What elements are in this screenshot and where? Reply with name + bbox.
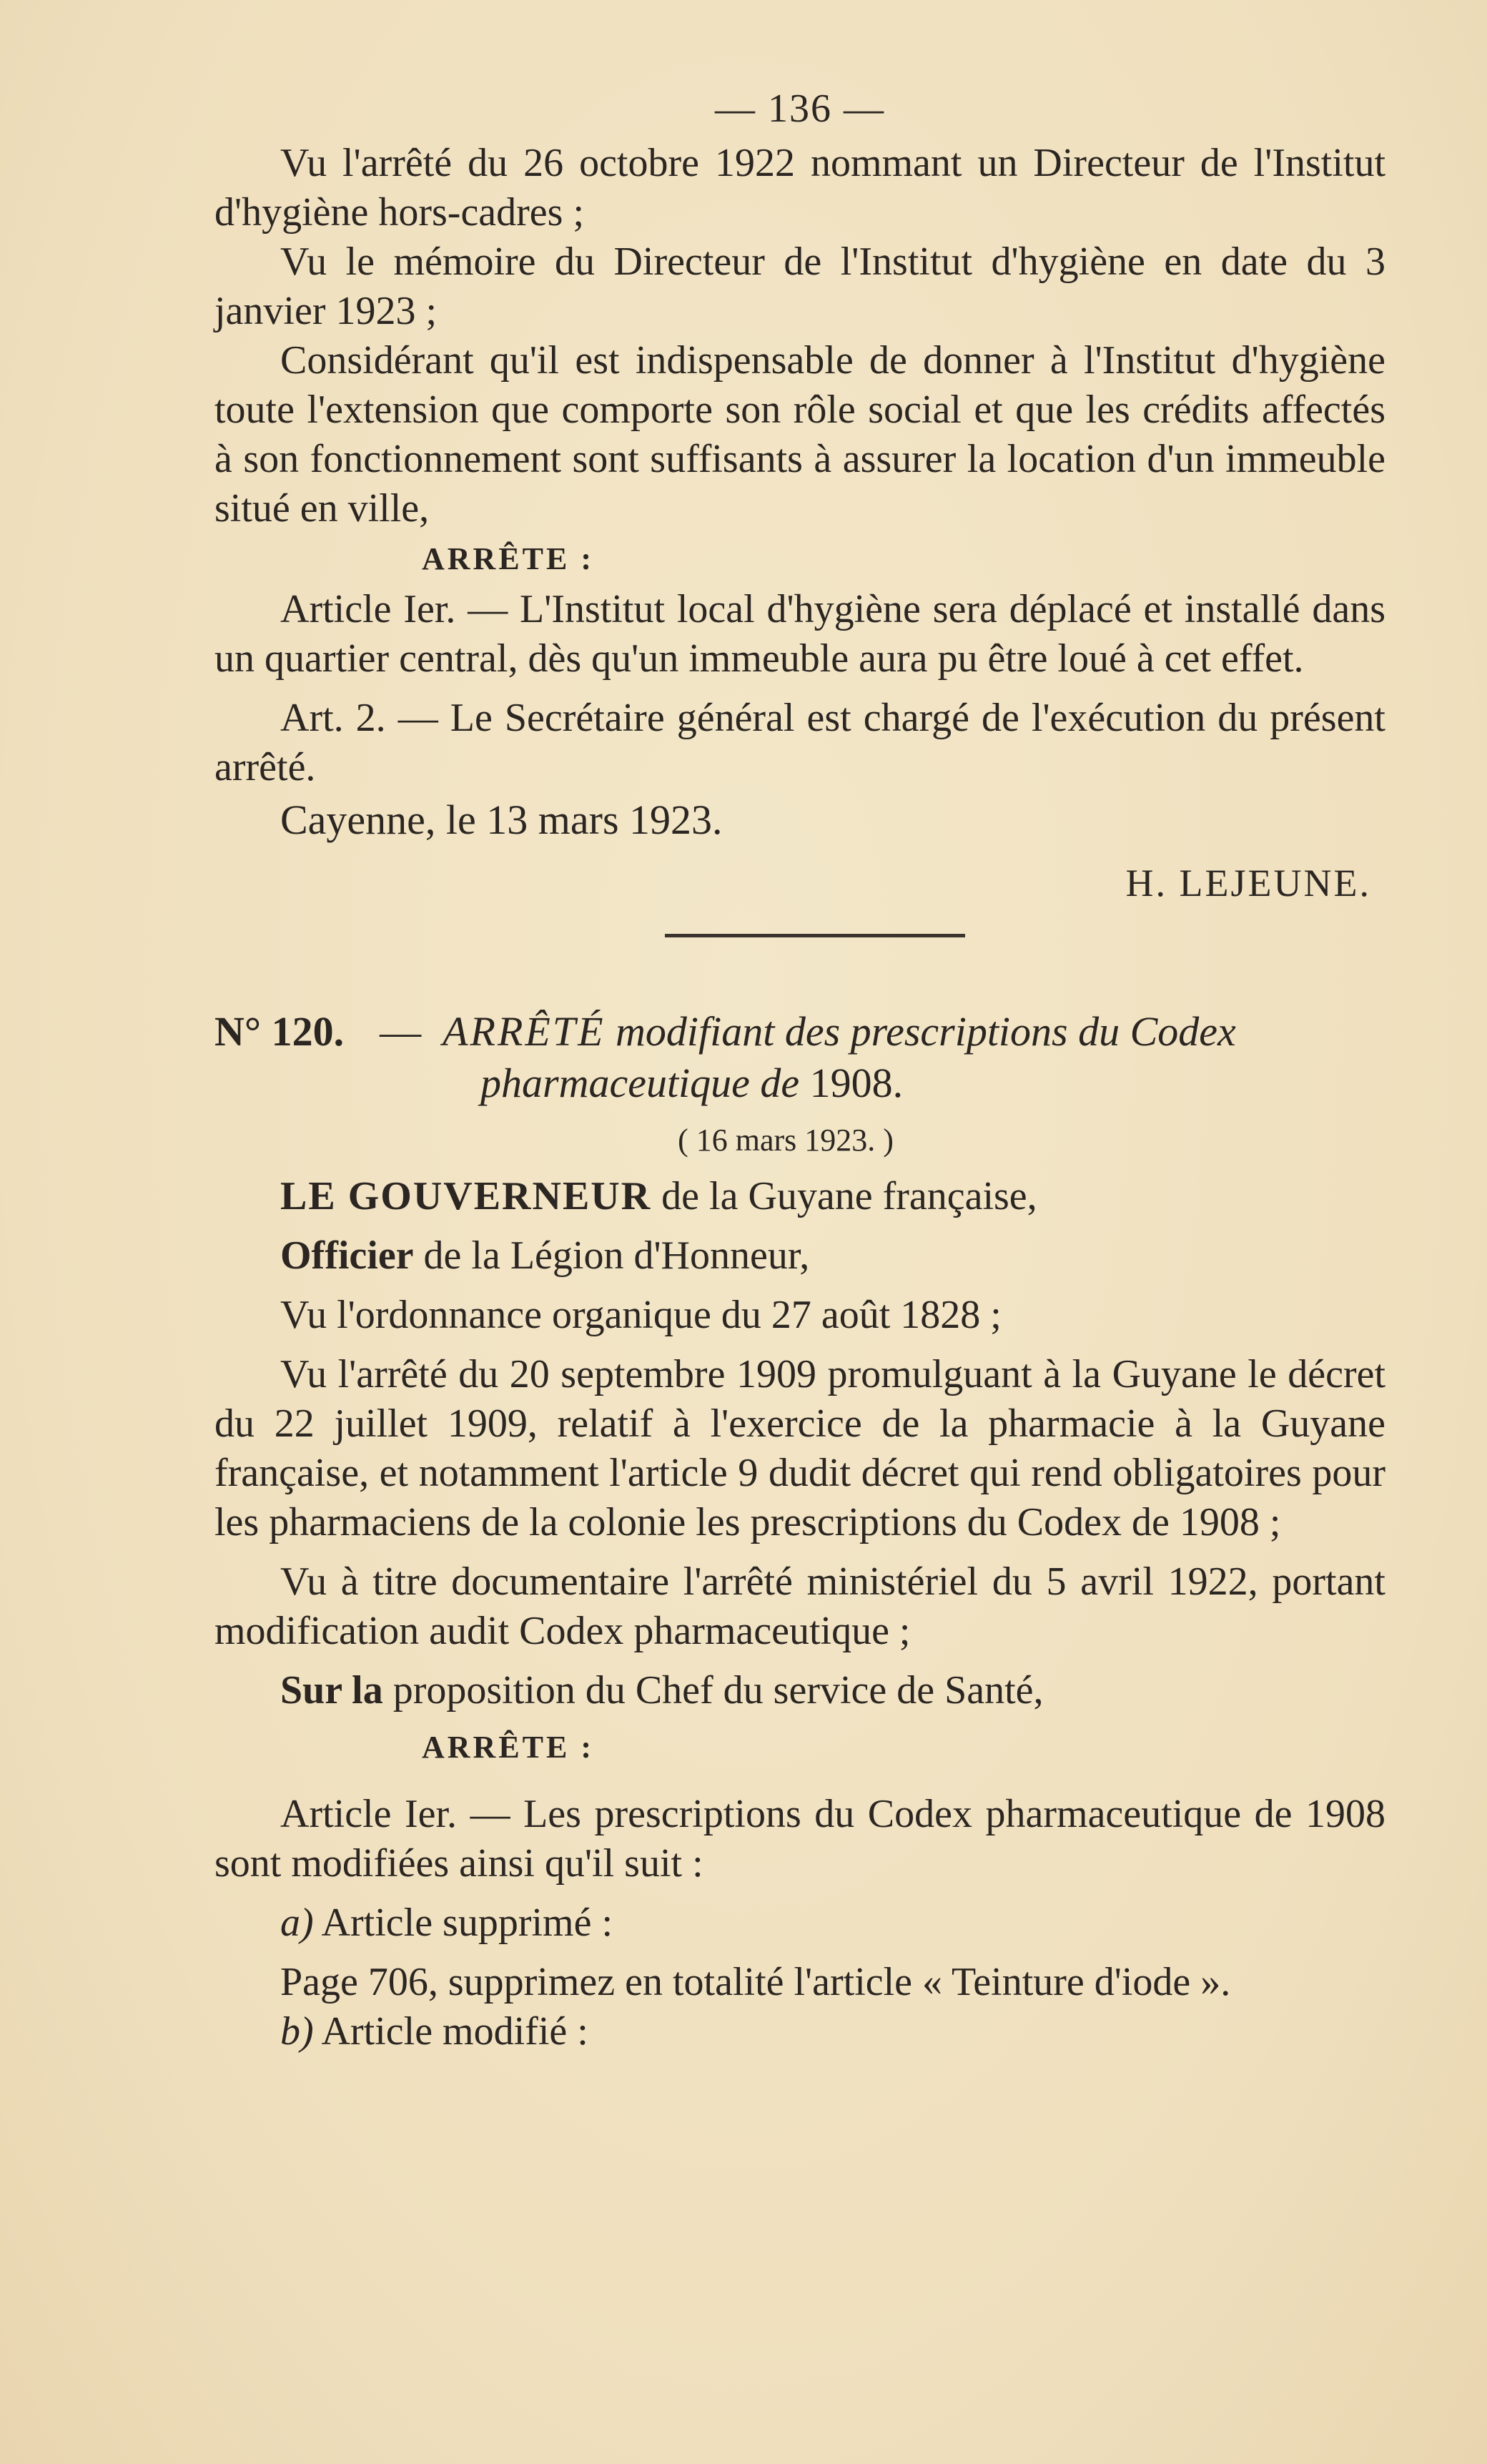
decree-title-year: 1908. bbox=[809, 1060, 904, 1106]
arrete-heading-2: ARRÊTE : bbox=[422, 1730, 595, 1765]
page-line: Page 706, supprimez en totalité l'article « Teinture d'iode ». bbox=[280, 1960, 1231, 2004]
sur-la-word: Sur la bbox=[280, 1668, 383, 1713]
decree-title-line-2 bbox=[214, 1058, 1385, 1109]
paragraph-vu-memoire: Vu le mémoire du Directeur de l'Institut d'hygiène en date du 3 janvier 1923 ; bbox=[214, 240, 1385, 333]
proposition-rest: proposition du Chef du service de Santé, bbox=[392, 1668, 1044, 1713]
arrete-word: ARRÊTÉ bbox=[443, 1008, 606, 1055]
paragraph-proposition bbox=[214, 1666, 1385, 1715]
item-b-text: Article modifié : bbox=[321, 2009, 588, 2054]
separator-rule bbox=[665, 934, 965, 937]
decree-title-line-1 bbox=[214, 1006, 1385, 1058]
item-a bbox=[214, 1898, 1385, 1948]
decree-date: ( 16 mars 1923. ) bbox=[678, 1123, 894, 1158]
article-1: Article Ier. — L'Institut local d'hygiène sera déplacé et installé dans un quartier central, dès qu'un immeuble aura pu être loué à cet effet. bbox=[214, 587, 1385, 681]
item-a-letter: a) bbox=[280, 1901, 314, 1945]
decree-title-text-2: pharmaceutique de bbox=[480, 1060, 800, 1106]
paragraph-considerant: Considérant qu'il est indispensable de donner à l'Institut d'hygiène toute l'extension que comporte son rôle social et que les crédits affectés à son fonctionnement sont suffisants à assurer la location d'un immeuble situé en ville, bbox=[214, 338, 1385, 531]
decree-number: N° 120. bbox=[214, 1008, 345, 1055]
signature: H. LEJEUNE. bbox=[1125, 862, 1371, 905]
decree-title bbox=[214, 1006, 1385, 1109]
item-b-letter: b) bbox=[280, 2009, 314, 2054]
paragraph-vu-ministeriel: Vu à titre documentaire l'arrêté ministériel du 5 avril 1922, portant modification audit Codex pharmaceutique ; bbox=[214, 1559, 1385, 1653]
title-dash: — bbox=[380, 1008, 422, 1055]
officier-word: Officier bbox=[280, 1233, 414, 1278]
paragraph-vu-ordonnance: Vu l'ordonnance organique du 27 août 1828 ; bbox=[280, 1293, 1002, 1337]
article-2: Art. 2. — Le Secrétaire général est chargé de l'exécution du présent arrêté. bbox=[214, 696, 1385, 789]
gouverneur-line bbox=[214, 1172, 1385, 1221]
place-date: Cayenne, le 13 mars 1923. bbox=[280, 797, 723, 843]
arrete-heading: ARRÊTE : bbox=[422, 541, 595, 576]
paragraph-vu-arrete: Vu l'arrêté du 26 octobre 1922 nommant un Directeur de l'Institut d'hygiène hors-cadres ; bbox=[214, 141, 1385, 235]
officier-line bbox=[214, 1231, 1385, 1281]
paragraph-vu-arrete-1909: Vu l'arrêté du 20 septembre 1909 promulguant à la Guyane le décret du 22 juillet 1909, relatif à l'exercice de la pharmacie à la Guyane française, et notamment l'article 9 dudit décret qui rend obligatoires pour les pharmaciens de la colonie les prescriptions du Codex de 1908 ; bbox=[214, 1352, 1385, 1544]
officier-rest: de la Légion d'Honneur, bbox=[423, 1233, 810, 1278]
article-1-codex: Article Ier. — Les prescriptions du Codex pharmaceutique de 1908 sont modifiées ainsi qu'il suit : bbox=[214, 1792, 1385, 1886]
page-number: — 136 — bbox=[715, 87, 885, 131]
gouverneur-title: LE GOUVERNEUR bbox=[280, 1174, 652, 1218]
item-b bbox=[214, 2007, 1385, 2056]
decree-title-text: modifiant des prescriptions du Codex bbox=[616, 1008, 1236, 1055]
item-a-text: Article supprimé : bbox=[321, 1901, 613, 1945]
gouverneur-rest: de la Guyane française, bbox=[661, 1174, 1037, 1218]
